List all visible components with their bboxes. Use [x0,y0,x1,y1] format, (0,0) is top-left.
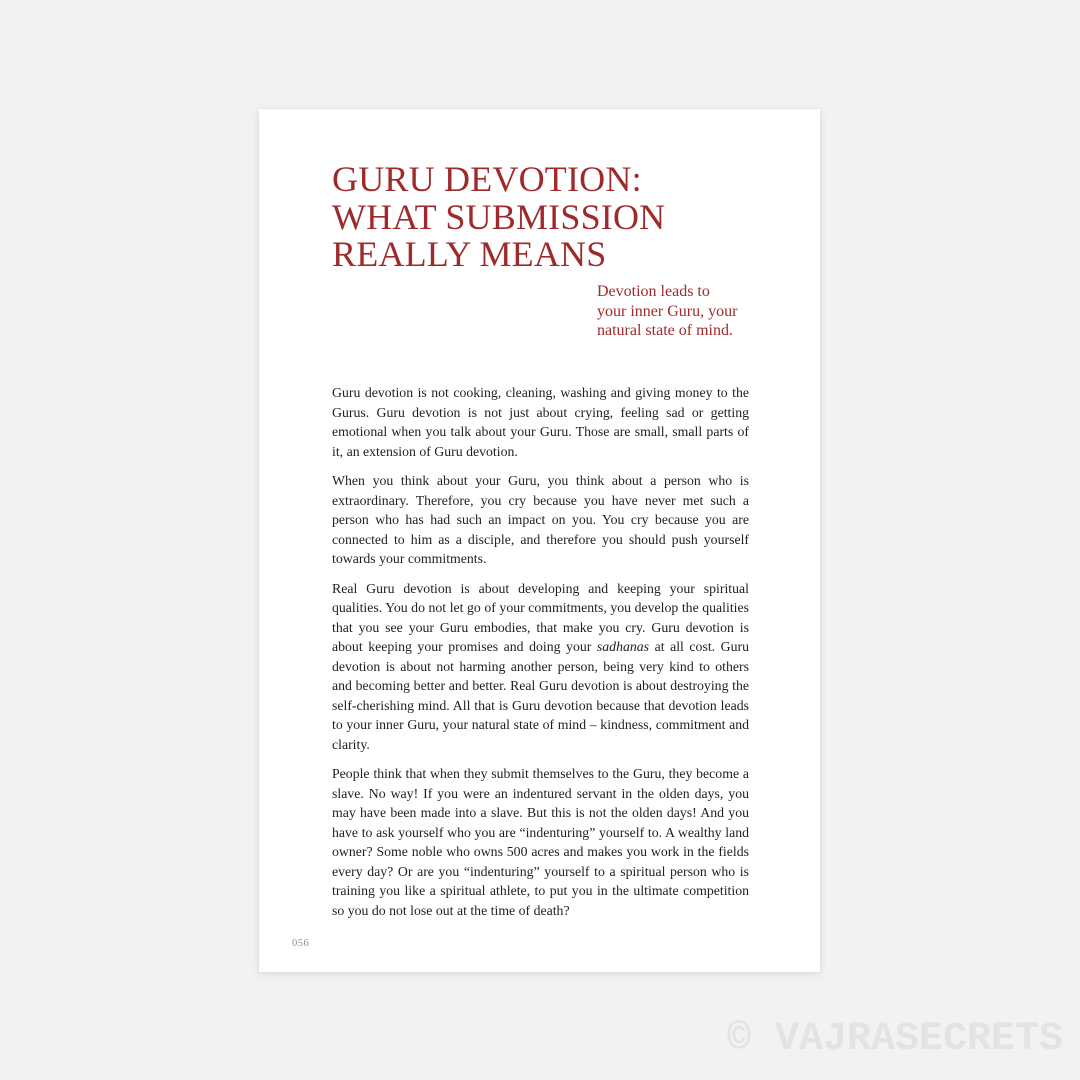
paragraph: When you think about your Guru, you think about a person who is extraordinary. Therefore, you cry because you have never met such a person who has had such an impact on you. You cry because you are connected to him as a disciple, and therefore you should push yourself towards your commitments. [332,473,749,566]
paragraph: People think that when they submit themselves to the Guru, they become a slave. No way! If you were an indentured servant in the olden days, you may have been made into a slave. But this is not the olden days! And you have to ask yourself who you are “indenturing” yourself to. A wealthy land owner? Some noble who owns 500 acres and makes you work in the fields every day? Or are you “indenturing” yourself to a spiritual person who is training you like a spiritual athlete, to put you in the ultimate competition so you do not lose out at the time of death? [332,766,749,918]
chapter-subtitle-quote: Devotion leads to your inner Guru, your natural state of mind. [597,283,738,339]
book-page [259,109,820,972]
body-text [332,383,749,920]
paragraph: Guru devotion is not cooking, cleaning, washing and giving money to the Gurus. Guru devotion is not just about crying, feeling sad or getting emotional when you talk about your Guru. Those are small, small parts of it, an extension of Guru devotion. [332,385,749,459]
chapter-title: GURU DEVOTION: WHAT SUBMISSION REALLY MEANS [332,159,666,274]
page-number: 056 [292,938,310,949]
paragraph: Real Guru devotion is about developing and keeping your spiritual qualities. You do not let go of your commitments, you develop the qualities that you see your Guru embodies, that make you cry. Guru devotion is about keeping your promises and doing your sadhanas at all cost. Guru devotion is about not harming another person, being very kind to others and becoming better and better. Real Guru devotion is about destroying the self-cherishing mind. All that is Guru devotion because that devotion leads to your inner Guru, your natural state of mind – kindness, commitment and clarity. [332,580,750,752]
vajrasecrets-watermark: © VAJRASECRETS [726,1017,1063,1062]
